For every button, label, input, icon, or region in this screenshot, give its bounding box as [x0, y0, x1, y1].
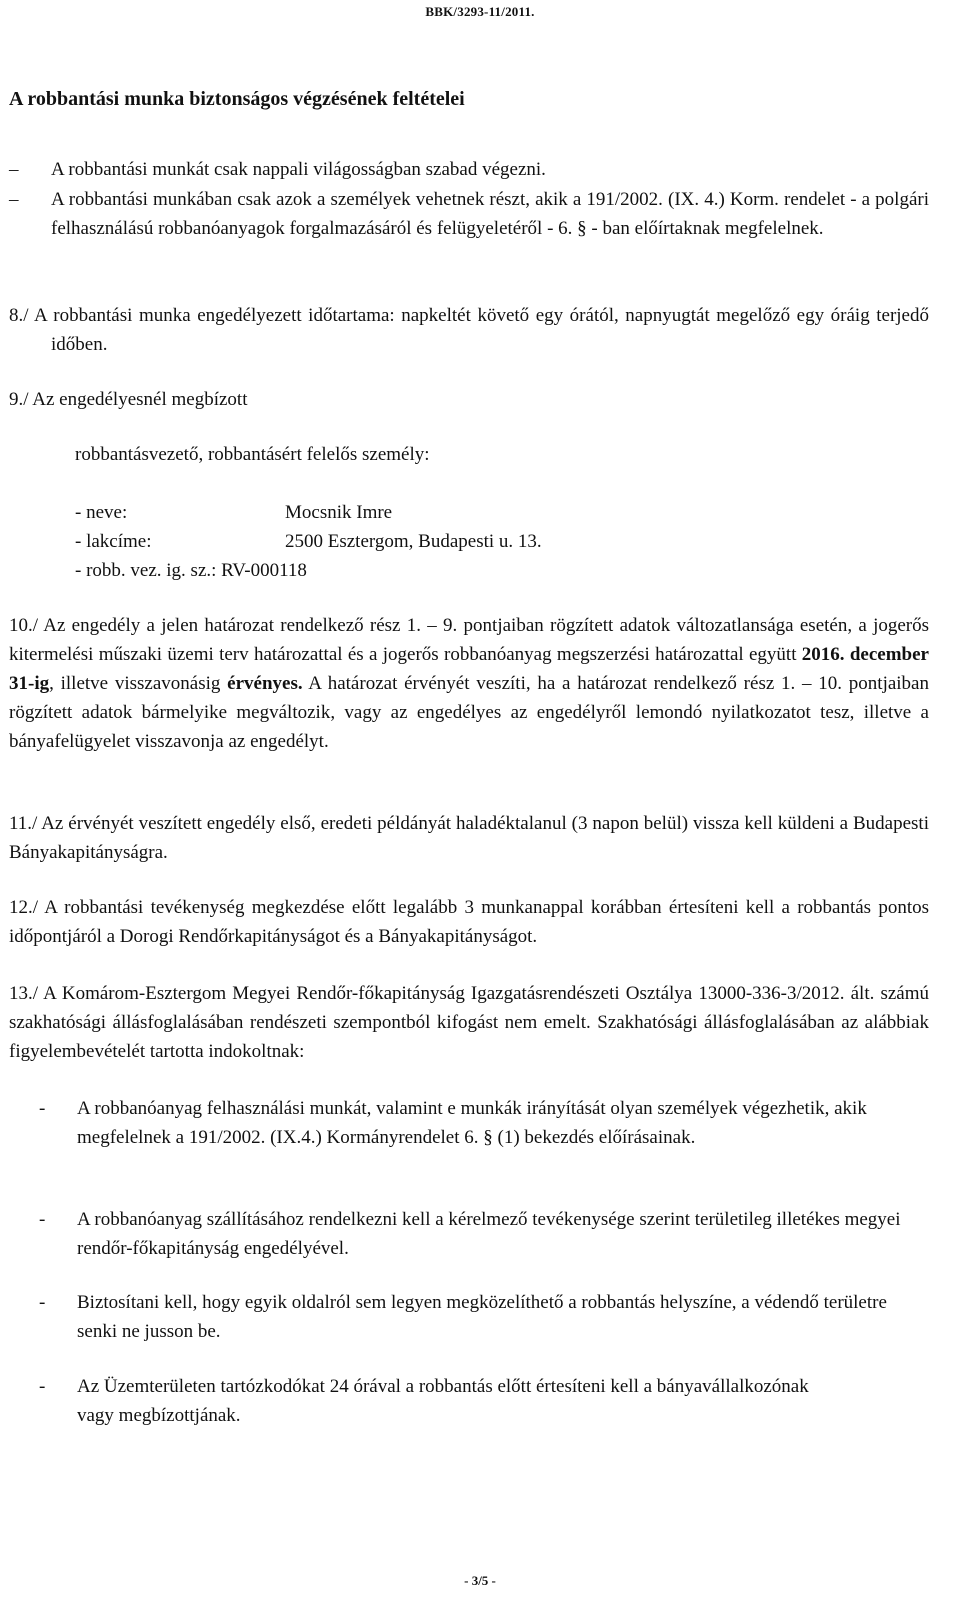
- police-condition-4: Az Üzemterületen tartózkodókat 24 órával a robbantás előtt értesíteni kell a bányavállalkozónak vagy megbízottjának.: [77, 1376, 809, 1426]
- document-reference: BBK/3293-11/2011.: [425, 4, 535, 19]
- hyphen-bullet: -: [39, 1292, 46, 1313]
- item-10-text: 10./ Az engedély a jelen határozat rendelkező rész 1. – 9. pontjaiban rögzített adatok változatlansága esetén, a jogerős kitermelési műszaki üzemi terv határozattal és a jogerős robbanóanyag megszerzési határozattal együtt: [9, 615, 929, 665]
- address-label: - lakcíme:: [75, 531, 152, 552]
- hyphen-bullet: -: [39, 1209, 46, 1230]
- dash-bullet: –: [9, 189, 19, 210]
- condition-personnel: A robbantási munkában csak azok a személyek vehetnek részt, akik a 191/2002. (IX. 4.) Korm. rendelet - a polgári felhasználású robbanóanyagok forgalmazásáról és felügyeletéről - 6. § - ban előírtaknak megfelelnek.: [51, 189, 929, 239]
- police-condition-1: A robbanóanyag felhasználási munkát, valamint e munkák irányítását olyan személyek végezhetik, akik megfelelnek a 191/2002. (IX.4.) Kormányrendelet 6. § (1) bekezdés előírásainak.: [77, 1098, 867, 1148]
- hyphen-bullet: -: [39, 1376, 46, 1397]
- license-value: RV-000118: [221, 560, 307, 581]
- license-label: - robb. vez. ig. sz.:: [75, 560, 217, 581]
- item-12: 12./ A robbantási tevékenység megkezdése előtt legalább 3 munkanappal korábban értesíteni kell a robbantás pontos időpontjáról a Dorogi Rendőrkapitányságot és a Bányakapitányságot.: [9, 897, 929, 947]
- item-11: 11./ Az érvényét veszített engedély első, eredeti példányát haladéktalanul (3 napon belül) vissza kell küldeni a Budapesti Bányakapitányságra.: [9, 813, 929, 863]
- hyphen-bullet: -: [39, 1098, 46, 1119]
- item-10-text: A határozat érvényét veszíti, ha a határozat rendelkező rész 1. – 10. pontjaiban rögzített adatok bármelyike megváltozik, vagy az engedélyes az engedélyről lemondó nyilatkozatot tesz, illetve a bányafelügyelet visszavonja az engedélyt.: [9, 673, 929, 752]
- name-value: Mocsnik Imre: [285, 502, 393, 523]
- condition-daylight: A robbantási munkát csak nappali világosságban szabad végezni.: [51, 159, 546, 180]
- item-10-valid: érvényes.: [227, 673, 303, 694]
- dash-bullet: –: [9, 159, 19, 180]
- police-condition-3: Biztosítani kell, hogy egyik oldalról sem legyen megközelíthető a robbantás helyszíne, a védendő területre senki ne jusson be.: [77, 1292, 887, 1342]
- address-value: 2500 Esztergom, Budapesti u. 13.: [285, 531, 542, 552]
- item-10-deadline: 2016. december 31-ig: [9, 644, 929, 694]
- item-10-text: , illetve visszavonásig: [49, 673, 228, 694]
- item-8: 8./ A robbantási munka engedélyezett időtartama: napkeltét követő egy órától, napnyugtát megelőző egy óráig terjedő időben.: [9, 305, 929, 355]
- item-9-subtitle: robbantásvezető, robbantásért felelős személy:: [75, 444, 430, 465]
- name-label: - neve:: [75, 502, 128, 523]
- item-10: [9, 611, 929, 756]
- page-number: - 3/5 -: [464, 1573, 496, 1588]
- section-heading: A robbantási munka biztonságos végzésének feltételei: [9, 88, 465, 110]
- item-13: 13./ A Komárom-Esztergom Megyei Rendőr-főkapitányság Igazgatásrendészeti Osztálya 13000-336-3/2012. ált. számú szakhatósági állásfoglalásában rendészeti szempontból kifogást nem emelt. Szakhatósági állásfoglalásában az alábbiak figyelembevételét tartotta indokoltnak:: [9, 983, 929, 1062]
- license-row: [75, 556, 935, 585]
- item-9-title: 9./ Az engedélyesnél megbízott: [9, 389, 248, 410]
- police-condition-2: A robbanóanyag szállításához rendelkezni kell a kérelmező tevékenysége szerint területileg illetékes megyei rendőr-főkapitányság engedélyével.: [77, 1209, 901, 1259]
